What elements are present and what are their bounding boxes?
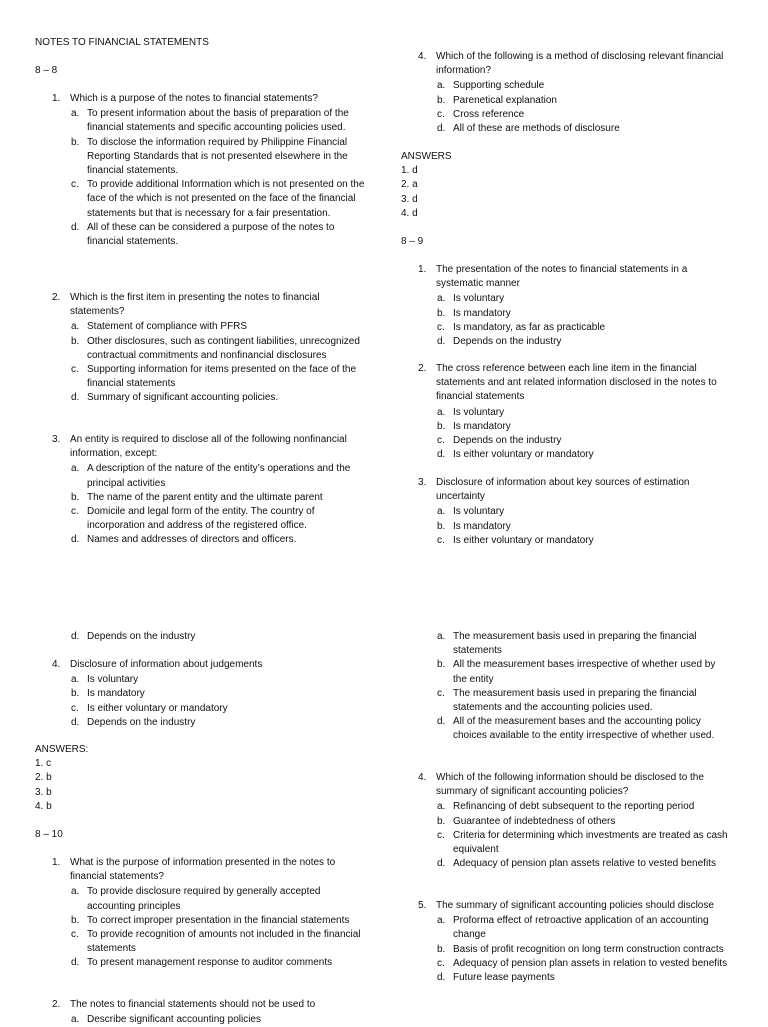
- option-item: [401, 108, 731, 122]
- option-letter: b.: [437, 815, 446, 827]
- option-list: [401, 406, 731, 463]
- option-letter: c.: [71, 364, 79, 376]
- option-text: A description of the nature of the entity’s operations and the principal activities: [87, 463, 351, 489]
- option-item: [35, 533, 365, 547]
- option-letter: c.: [437, 957, 445, 969]
- option-list: [35, 107, 365, 249]
- question-block: [401, 899, 731, 985]
- option-text: To provide disclosure required by generally accepted accounting principles: [87, 886, 321, 912]
- answer-item: 1. d: [401, 165, 418, 177]
- option-text: Criteria for determining which investments are treated as cash equivalent: [453, 829, 728, 856]
- option-list: [401, 292, 731, 349]
- option-item: [401, 715, 731, 743]
- question-number: 2.: [52, 999, 61, 1010]
- option-item: [401, 971, 731, 985]
- option-letter: b.: [437, 659, 446, 671]
- option-letter: b.: [71, 136, 80, 148]
- option-letter: a.: [437, 406, 446, 418]
- option-letter: c.: [71, 929, 79, 941]
- option-text: Summary of significant accounting policies.: [87, 392, 279, 404]
- option-letter: a.: [437, 293, 446, 305]
- question-block: [401, 362, 731, 462]
- question-text: The cross reference between each line item in the financial statements and ant related information disclosed in the notes to financial statements: [436, 363, 717, 403]
- question-text: Which of the following is a method of disclosing relevant financial information?: [436, 51, 724, 77]
- option-letter: a.: [437, 631, 446, 642]
- option-text: Refinancing of debt subsequent to the reporting period: [453, 801, 695, 813]
- page-title: NOTES TO FINANCIAL STATEMENTS: [35, 37, 209, 48]
- option-letter: b.: [437, 307, 446, 319]
- option-text: Adequacy of pension plan assets in relation to vested benefits: [453, 957, 728, 969]
- question-number: 3.: [418, 477, 427, 488]
- option-item: [35, 505, 365, 533]
- question-block: [35, 92, 365, 249]
- option-letter: d.: [437, 449, 446, 461]
- option-text: Depends on the industry: [453, 435, 562, 447]
- option-list: [35, 462, 365, 547]
- option-item: [401, 534, 731, 548]
- option-letter: d.: [71, 957, 80, 969]
- question: [401, 476, 731, 504]
- option-text: Other disclosures, such as contingent liabilities, unrecognized contractual commitments and nonfinancial disclosures: [87, 335, 360, 361]
- question-text: The notes to financial statements should not be used to: [70, 999, 316, 1010]
- option-text: Guarantee of indebtedness of others: [453, 815, 616, 827]
- option-item: [401, 957, 731, 971]
- option-letter: d.: [437, 972, 446, 984]
- option-letter: a.: [71, 1014, 80, 1026]
- question-text: The presentation of the notes to financial statements in a systematic manner: [436, 264, 688, 290]
- option-letter: a.: [71, 886, 80, 898]
- option-text: Is voluntary: [453, 293, 505, 305]
- question: [35, 291, 365, 319]
- question-number: 2.: [52, 292, 61, 303]
- option-text: Is mandatory, as far as practicable: [453, 321, 606, 333]
- option-item: [35, 335, 365, 363]
- question: [401, 771, 731, 799]
- option-item: [35, 462, 365, 490]
- option-letter: b.: [437, 943, 446, 955]
- option-text: Depends on the industry: [87, 716, 196, 728]
- option-text: The measurement basis used in preparing the financial statements: [453, 631, 697, 657]
- option-letter: c.: [437, 435, 445, 447]
- option-text: Is voluntary: [453, 506, 505, 518]
- answer-item: 3. d: [401, 193, 418, 205]
- option-letter: a.: [71, 674, 80, 686]
- question: [401, 50, 731, 78]
- option-item: [401, 520, 731, 534]
- question-block: [35, 658, 365, 730]
- option-item: [401, 321, 731, 335]
- question-block: [401, 476, 731, 548]
- option-text: All of these can be considered a purpose of the notes to financial statements.: [87, 221, 335, 248]
- option-text: Basis of profit recognition on long term construction contracts: [453, 943, 724, 955]
- question-block: [35, 291, 365, 406]
- option-item: [401, 292, 731, 306]
- option-text: Is voluntary: [87, 674, 139, 686]
- question-block: [401, 50, 731, 136]
- option-letter: b.: [71, 688, 80, 700]
- section-heading: 8 – 10: [35, 829, 63, 840]
- option-text: All of the measurement bases and the accounting policy choices available to the entity irrespective of whether used.: [453, 716, 715, 742]
- option-item: [401, 406, 731, 420]
- option-text: Is mandatory: [453, 520, 511, 532]
- question-number: 2.: [418, 363, 427, 374]
- option-item: [35, 956, 365, 970]
- option-text: Is mandatory: [87, 688, 145, 700]
- option-item: [35, 673, 365, 687]
- option-text: Is mandatory: [453, 307, 511, 319]
- option-letter: a.: [437, 915, 446, 927]
- option-item: [401, 505, 731, 519]
- option-item: [401, 857, 731, 871]
- option-item: [35, 702, 365, 716]
- question-text: The summary of significant accounting policies should disclose: [436, 900, 714, 911]
- question-number: 4.: [418, 51, 427, 62]
- option-text: Supporting information for items presented on the face of the financial statements: [87, 364, 357, 390]
- option-text: Is either voluntary or mandatory: [453, 534, 594, 546]
- option-text: To disclose the information required by Philippine Financial Reporting Standards that is not presented elsewhere in the financial statements.: [87, 136, 348, 177]
- question-text: Disclosure of information about judgements: [70, 659, 263, 670]
- option-item: [401, 943, 731, 957]
- option-letter: a.: [437, 80, 446, 92]
- option-text: Adequacy of pension plan assets relative to vested benefits: [453, 858, 716, 870]
- question: [35, 658, 365, 672]
- option-letter: a.: [71, 463, 80, 475]
- answer-item: 4. b: [35, 800, 52, 812]
- option-text: To provide additional Information which is not presented on the face of the which is not presented on the face of the financial statements but that is necessary for a fair presentation.: [87, 179, 365, 219]
- question-block: [401, 263, 731, 349]
- option-item: [401, 800, 731, 814]
- option-text: To provide recognition of amounts not included in the financial statements: [87, 929, 361, 955]
- option-letter: c.: [437, 108, 445, 120]
- option-letter: c.: [71, 506, 79, 518]
- option-list: [35, 630, 365, 644]
- question-text: An entity is required to disclose all of the following nonfinancial information, except:: [70, 434, 347, 460]
- question-number: 5.: [418, 900, 427, 911]
- option-text: All the measurement bases irrespective of whether used by the entity: [453, 659, 716, 685]
- option-letter: b.: [437, 94, 446, 106]
- option-list: [35, 885, 365, 970]
- option-item: [401, 687, 731, 715]
- option-list: [35, 1013, 365, 1027]
- option-text: Proforma effect of retroactive application of an accounting change: [453, 915, 709, 941]
- question-continuation: [401, 629, 731, 744]
- question-text: Disclosure of information about key sources of estimation uncertainty: [436, 477, 690, 503]
- option-text: Is either voluntary or mandatory: [87, 702, 228, 714]
- option-letter: d.: [437, 336, 446, 348]
- option-text: The measurement basis used in preparing the financial statements and the accounting policies used.: [453, 687, 697, 714]
- question-text: Which is a purpose of the notes to financial statements?: [70, 93, 318, 104]
- option-letter: d.: [437, 858, 446, 870]
- question: [35, 998, 365, 1012]
- question-block: [35, 433, 365, 548]
- option-letter: b.: [71, 491, 80, 503]
- option-item: [401, 335, 731, 349]
- option-letter: a.: [71, 321, 80, 333]
- option-letter: d.: [437, 716, 446, 728]
- option-item: [35, 928, 365, 956]
- option-item: [35, 914, 365, 928]
- answer-item: 2. a: [401, 179, 418, 191]
- option-item: [35, 136, 365, 179]
- option-item: [401, 815, 731, 829]
- option-text: To present management response to auditor comments: [87, 957, 333, 969]
- answer-item: 1. c: [35, 758, 52, 770]
- option-item: [401, 434, 731, 448]
- option-letter: c.: [71, 179, 79, 191]
- option-letter: a.: [437, 506, 446, 518]
- option-list: [401, 914, 731, 985]
- option-letter: a.: [437, 801, 446, 813]
- option-text: To correct improper presentation in the financial statements: [87, 914, 350, 926]
- option-text: Names and addresses of directors and officers.: [87, 534, 297, 546]
- question: [35, 856, 365, 884]
- option-list: [401, 800, 731, 871]
- question-number: 4.: [418, 772, 427, 783]
- option-list: [35, 673, 365, 730]
- option-letter: d.: [71, 716, 80, 728]
- option-list: [401, 505, 731, 548]
- option-item: [35, 178, 365, 221]
- option-item: [401, 914, 731, 942]
- option-text: Is mandatory: [453, 420, 511, 432]
- option-list: [401, 79, 731, 136]
- question-text: What is the purpose of information presented in the notes to financial statements?: [70, 857, 336, 883]
- option-letter: c.: [437, 534, 445, 546]
- option-item: [401, 94, 731, 108]
- option-text: All of these are methods of disclosure: [453, 123, 620, 135]
- question-continuation: [35, 629, 365, 644]
- option-item: [35, 221, 365, 249]
- option-letter: d.: [71, 631, 80, 642]
- question-block: [401, 771, 731, 871]
- option-text: The name of the parent entity and the ultimate parent: [87, 491, 323, 503]
- question: [401, 899, 731, 913]
- option-item: [35, 1013, 365, 1027]
- option-letter: b.: [437, 520, 446, 532]
- option-item: [35, 107, 365, 135]
- option-letter: b.: [437, 420, 446, 432]
- option-letter: c.: [437, 687, 445, 699]
- option-item: [35, 630, 365, 644]
- option-text: Cross reference: [453, 108, 525, 120]
- option-item: [35, 320, 365, 334]
- question-number: 3.: [52, 434, 61, 445]
- answers-8-9: [35, 743, 88, 814]
- answers-8-8: [401, 150, 452, 221]
- option-item: [35, 363, 365, 391]
- option-item: [401, 79, 731, 93]
- option-text: Future lease payments: [453, 972, 555, 984]
- question-text: Which of the following information should be disclosed to the summary of significant accounting policies?: [436, 772, 704, 798]
- option-text: Parenetical explanation: [453, 94, 557, 106]
- answers-heading: ANSWERS:: [35, 744, 89, 755]
- option-letter: d.: [71, 534, 80, 546]
- answer-item: 3. b: [35, 786, 52, 798]
- option-item: [35, 716, 365, 730]
- option-text: Describe significant accounting policies: [87, 1014, 261, 1026]
- option-text: Is either voluntary or mandatory: [453, 449, 594, 461]
- question-block: [35, 998, 365, 1027]
- question: [401, 362, 731, 405]
- option-letter: d.: [437, 123, 446, 135]
- option-item: [401, 658, 731, 686]
- question-number: 1.: [52, 93, 61, 104]
- section-heading: 8 – 9: [401, 236, 424, 247]
- option-list: [35, 320, 365, 405]
- option-item: [35, 491, 365, 505]
- question-number: 1.: [52, 857, 61, 868]
- option-letter: a.: [71, 108, 80, 120]
- option-item: [35, 687, 365, 701]
- option-list: [401, 630, 731, 744]
- option-item: [401, 630, 731, 658]
- answers-heading: ANSWERS: [401, 151, 452, 162]
- option-item: [401, 829, 731, 857]
- option-text: To present information about the basis of preparation of the financial statements and specific accounting policies used.: [87, 108, 349, 134]
- option-item: [401, 420, 731, 434]
- question-block: [35, 856, 365, 971]
- answer-item: 2. b: [35, 772, 52, 784]
- option-letter: c.: [437, 829, 445, 841]
- option-text: Supporting schedule: [453, 80, 545, 92]
- option-letter: b.: [71, 914, 80, 926]
- option-item: [35, 391, 365, 405]
- option-letter: d.: [71, 221, 80, 233]
- option-text: Statement of compliance with PFRS: [87, 321, 248, 333]
- option-item: [401, 448, 731, 462]
- section-heading: 8 – 8: [35, 65, 58, 76]
- question-number: 1.: [418, 264, 427, 275]
- option-item: [401, 307, 731, 321]
- option-letter: b.: [71, 335, 80, 347]
- question: [401, 263, 731, 291]
- option-letter: d.: [71, 392, 80, 404]
- question: [35, 92, 365, 106]
- option-text: Depends on the industry: [453, 336, 562, 348]
- option-letter: c.: [437, 321, 445, 333]
- question-text: Which is the first item in presenting the notes to financial statements?: [70, 292, 320, 318]
- option-text: Is voluntary: [453, 406, 505, 418]
- option-item: [401, 122, 731, 136]
- option-text: Domicile and legal form of the entity. The country of incorporation and address of the registered office.: [87, 506, 315, 532]
- question-number: 4.: [52, 659, 61, 670]
- option-text: Depends on the industry: [87, 631, 196, 642]
- option-letter: c.: [71, 702, 79, 714]
- option-item: [35, 885, 365, 913]
- answer-item: 4. d: [401, 207, 418, 219]
- question: [35, 433, 365, 461]
